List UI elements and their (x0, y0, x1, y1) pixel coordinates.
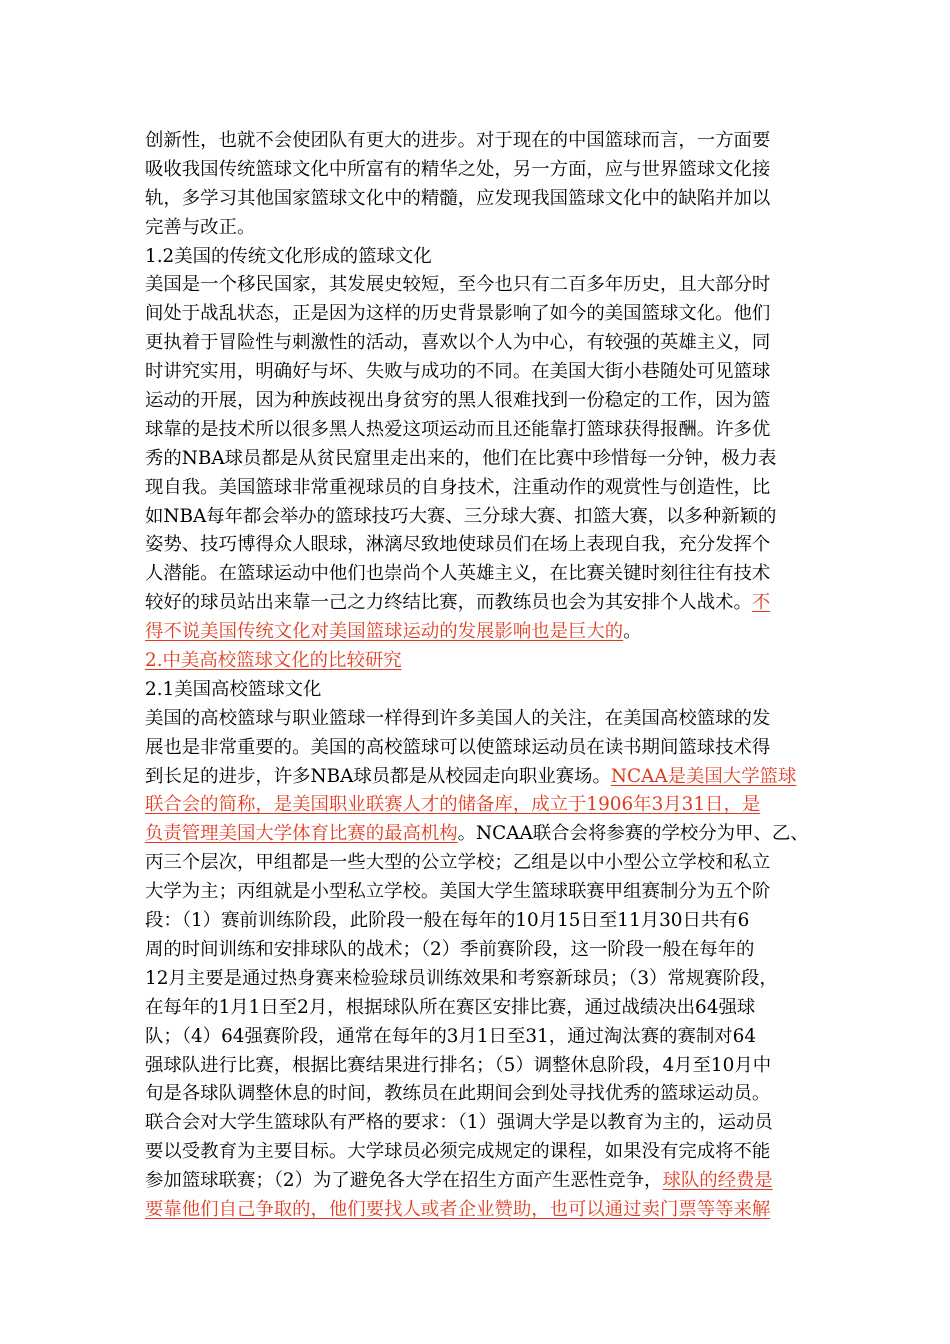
text-line (145, 936, 820, 965)
text-segment: 联合会对大学生篮球队有严格的要求：（1）强调大学是以教育为主的，运动员 (145, 1112, 773, 1134)
text-segment: 姿势、技巧博得众人眼球，淋漓尽致地使球员们在场上表现自我，充分发挥个 (145, 534, 771, 556)
text-line (145, 965, 820, 994)
text-line (145, 243, 820, 272)
text-segment: 周的时间训练和安排球队的战术；（2）季前赛阶段，这一阶段一般在每年的 (145, 938, 755, 960)
text-line (145, 1167, 820, 1196)
text-line (145, 849, 820, 878)
highlighted-text: 得不说美国传统文化对美国篮球运动的发展影响也是巨大的 (145, 621, 624, 643)
text-segment: 人潜能。在篮球运动中他们也崇尚个人英雄主义，在比赛关键时刻往往有技术 (145, 563, 771, 585)
text-line (145, 503, 820, 532)
highlighted-text: 要靠他们自己争取的，他们要找人或者企业赞助，也可以通过卖门票等等来解 (145, 1198, 771, 1220)
text-line (145, 300, 820, 329)
highlighted-text: 不 (751, 592, 771, 614)
text-segment: 创新性，也就不会使团队有更大的进步。对于现在的中国篮球而言，一方面要 (145, 130, 771, 151)
text-line (145, 705, 820, 734)
text-segment: 美国的高校篮球与职业篮球一样得到许多美国人的关注，在美国高校篮球的发 (145, 707, 771, 729)
text-line (145, 214, 820, 243)
text-segment: 吸收我国传统篮球文化中所富有的精华之处，另一方面，应与世界篮球文化接 (145, 158, 771, 180)
text-segment: 轨，多学习其他国家篮球文化中的精髓，应发现我国篮球文化中的缺陷并加以 (145, 187, 771, 209)
text-segment: 如NBA每年都会举办的篮球技巧大赛、三分球大赛、扣篮大赛，以多种新颖的 (145, 505, 777, 527)
text-segment: 队；（4）64强赛阶段，通常在每年的3月1日至31，通过淘汰赛的赛制对64 (145, 1025, 757, 1047)
text-line (145, 358, 820, 387)
text-segment: 球靠的是技术所以很多黑人热爱这项运动而且还能靠打篮球获得报酬。许多优 (145, 418, 771, 440)
text-segment: 参加篮球联赛；（2）为了避免各大学在招生方面产生恶性竞争， (145, 1170, 663, 1192)
text-segment: 间处于战乱状态，正是因为这样的历史背景影响了如今的美国篮球文化。他们 (145, 303, 771, 325)
text-segment: 现自我。美国篮球非常重视球员的自身技术，注重动作的观赏性与创造性，比 (145, 476, 771, 498)
text-line (145, 1138, 820, 1167)
text-line (145, 589, 820, 618)
text-segment: 段：（1）赛前训练阶段，此阶段一般在每年的10月15日至11月30日共有6 (145, 910, 750, 932)
text-line (145, 791, 820, 820)
text-line (145, 763, 820, 792)
text-segment: 更执着于冒险性与刺激性的活动，喜欢以个人为中心，有较强的英雄主义，同 (145, 332, 771, 354)
text-segment: 在每年的1月1日至2月，根据球队所在赛区安排比赛，通过战绩决出64强球 (145, 996, 756, 1018)
text-line (145, 907, 820, 936)
text-line (145, 1052, 820, 1081)
text-line (145, 271, 820, 300)
text-segment: 1.2美国的传统文化形成的篮球文化 (145, 245, 432, 267)
text-line (145, 445, 820, 474)
highlighted-text: NCAA是美国大学篮球 (610, 765, 797, 787)
text-segment: 丙三个层次，甲组都是一些大型的公立学校；乙组是以中小型公立学校和私立 (145, 852, 771, 874)
text-segment: 要以受教育为主要目标。大学球员必须完成规定的课程，如果没有完成将不能 (145, 1141, 771, 1163)
highlighted-text: 联合会的简称，是美国职业联赛人才的储备库，成立于1906年3月31日，是 (145, 794, 761, 816)
text-line (145, 676, 820, 705)
text-segment: 。 (623, 621, 642, 643)
highlighted-text: 球队的经费是 (662, 1170, 773, 1192)
text-line (145, 1109, 820, 1138)
text-segment: 强球队进行比赛，根据比赛结果进行排名；（5）调整休息阶段，4月至10月中 (145, 1054, 772, 1076)
document-body (145, 127, 820, 1225)
text-line (145, 416, 820, 445)
text-segment: 12月主要是通过热身赛来检验球员训练效果和考察新球员；（3）常规赛阶段， (145, 967, 778, 989)
text-line (145, 329, 820, 358)
text-segment: 秀的NBA球员都是从贫民窟里走出来的，他们在比赛中珍惜每一分钟，极力表 (145, 447, 777, 469)
text-line (145, 994, 820, 1023)
text-line (145, 1080, 820, 1109)
text-line (145, 618, 820, 647)
text-segment: 时讲究实用，明确好与坏、失败与成功的不同。在美国大街小巷随处可见篮球 (145, 361, 771, 383)
text-line (145, 1023, 820, 1052)
highlighted-text: 负责管理美国大学体育比赛的最高机构 (145, 823, 458, 845)
text-segment: 美国是一个移民国家，其发展史较短，至今也只有二百多年历史，且大部分时 (145, 274, 771, 296)
text-line (145, 156, 820, 185)
text-segment: 。NCAA联合会将参赛的学校分为甲、乙、 (457, 823, 809, 845)
highlighted-text: 2.中美高校篮球文化的比较研究 (145, 650, 402, 672)
text-segment: 较好的球员站出来靠一己之力终结比赛，而教练员也会为其安排个人战术。 (145, 592, 752, 614)
text-segment: 大学为主；丙组就是小型私立学校。美国大学生篮球联赛甲组赛制分为五个阶 (145, 881, 771, 903)
text-line (145, 647, 820, 676)
text-line (145, 820, 820, 849)
text-segment: 完善与改正。 (145, 216, 256, 238)
text-line (145, 387, 820, 416)
text-line (145, 734, 820, 763)
text-line (145, 878, 820, 907)
text-line (145, 560, 820, 589)
text-line (145, 185, 820, 214)
text-line (145, 474, 820, 503)
text-segment: 旬是各球队调整休息的时间，教练员在此期间会到处寻找优秀的篮球运动员。 (145, 1083, 771, 1105)
text-segment: 2.1美国高校篮球文化 (145, 678, 322, 700)
text-segment: 展也是非常重要的。美国的高校篮球可以使篮球运动员在读书期间篮球技术得 (145, 736, 771, 758)
text-segment: 到长足的进步，许多NBA球员都是从校园走向职业赛场。 (145, 765, 611, 787)
text-line (145, 531, 820, 560)
text-segment: 运动的开展，因为种族歧视出身贫穷的黑人很难找到一份稳定的工作，因为篮 (145, 390, 771, 412)
text-line (145, 1196, 820, 1225)
text-line (145, 127, 820, 156)
